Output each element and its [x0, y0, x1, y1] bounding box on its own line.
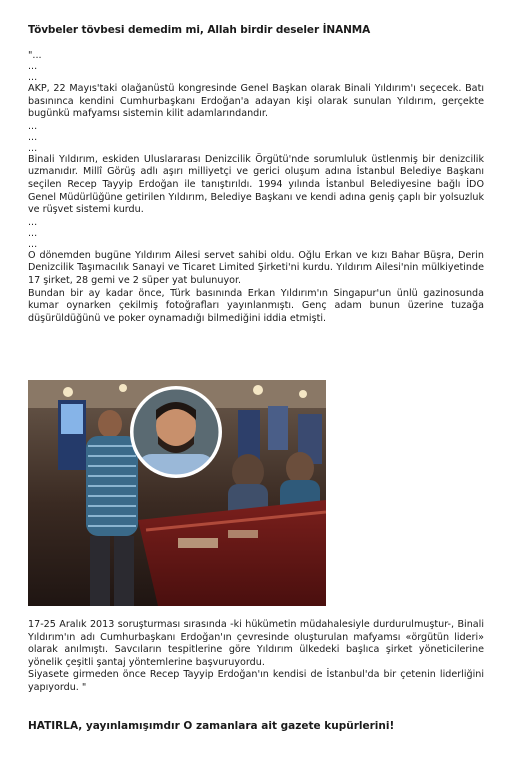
ellipsis: ...	[28, 131, 38, 143]
paragraph-1: AKP, 22 Mayıs'taki olağanüstü kongresinde Genel Başkan olarak Binali Yıldırım'ı seçecek. Batı basınınca kendini Cumhurbaşkanı Erdoğan'a adayan kişi olarak sunulan Yıldırım, gerçekte bugünkü mafyamsı sistemin kilit adamlarındandır.	[28, 83, 484, 120]
paragraph-5: 17-25 Aralık 2013 soruşturması sırasında -ki hükümetin müdahalesiyle durdurulmuştur-, Binali Yıldırım'ın adı Cumhurbaşkanı Erdoğan'ın çevresinde oluşturulan mafyamsı «örgütün lideri» olarak anılmıştı. Savcıların tespitlerine göre Yıldırım ülkedeki başlıca şirket yöneticilerine yönelik çeşitli şantaj yöntemlerine başvuruyordu.	[28, 619, 484, 668]
quote-open: "...	[28, 50, 42, 61]
paragraph-4: Bundan bir ay kadar önce, Türk basınında Erkan Yıldırım'ın Singapur'un ünlü gazinosunda kumar oynarken çekilmiş fotoğrafları yayınlanmıştı. Genç adam bunun üzerine tuzağa düşürüldüğünü ve poker oynamadığı bilmediğini iddia etmişti.	[28, 287, 484, 324]
ellipsis-block	[28, 121, 484, 154]
paragraph-6: Siyasete girmeden önce Recep Tayyip Erdoğan'ın kendisi de İstanbul'da bir çetenin liderliğini yapıyordu. "	[28, 669, 484, 693]
paragraph-3: O dönemden bugüne Yıldırım Ailesi servet sahibi oldu. Oğlu Erkan ve kızı Bahar Büşra, Derin Denizcilik Taşımacılık Sanayi ve Ticaret Limited Şirketi'ni kurdu. Yıldırım Ailesi'nin mülkiyetinde 17 şirket, 28 gemi ve 2 süper yat bulunuyor.	[28, 249, 484, 286]
ellipsis: ...	[28, 72, 38, 83]
casino-photo	[28, 380, 326, 606]
article-title: Tövbeler tövbesi demedim mi, Allah birdir deseler İNANMA	[28, 24, 371, 36]
ellipsis: ...	[28, 61, 38, 72]
opening-quote-block	[28, 50, 484, 83]
ellipsis-block	[28, 217, 484, 250]
ellipsis: ...	[28, 238, 38, 250]
ellipsis: ...	[28, 227, 38, 239]
article-body-continued	[28, 619, 484, 695]
casino-photo-illustration	[28, 380, 326, 606]
ellipsis: ...	[28, 120, 38, 132]
ellipsis: ...	[28, 216, 38, 228]
paragraph-2: Binali Yıldırım, eskiden Uluslararası Denizcilik Örgütü'nde sorumluluk üstlenmiş bir denizcilik uzmanıdır. Millî Görüş adlı aşırı milliyetçi ve gerici oluşum adına İstanbul Belediye Başkanı seçilen Recep Tayyip Erdoğan ile tanıştırıldı. 1994 yılında İstanbul Belediyesine bağlı İDO Genel Müdürlüğüne getirilen Yıldırım, Belediye Başkanı ve kendi adına geniş çaplı bir yolsuzluk ve rüşvet sistemi kurdu.	[28, 153, 484, 216]
closing-statement: HATIRLA, yayınlamışımdır O zamanlara ait gazete kupürlerini!	[28, 720, 395, 732]
article-body	[28, 50, 484, 325]
ellipsis: ...	[28, 142, 38, 154]
